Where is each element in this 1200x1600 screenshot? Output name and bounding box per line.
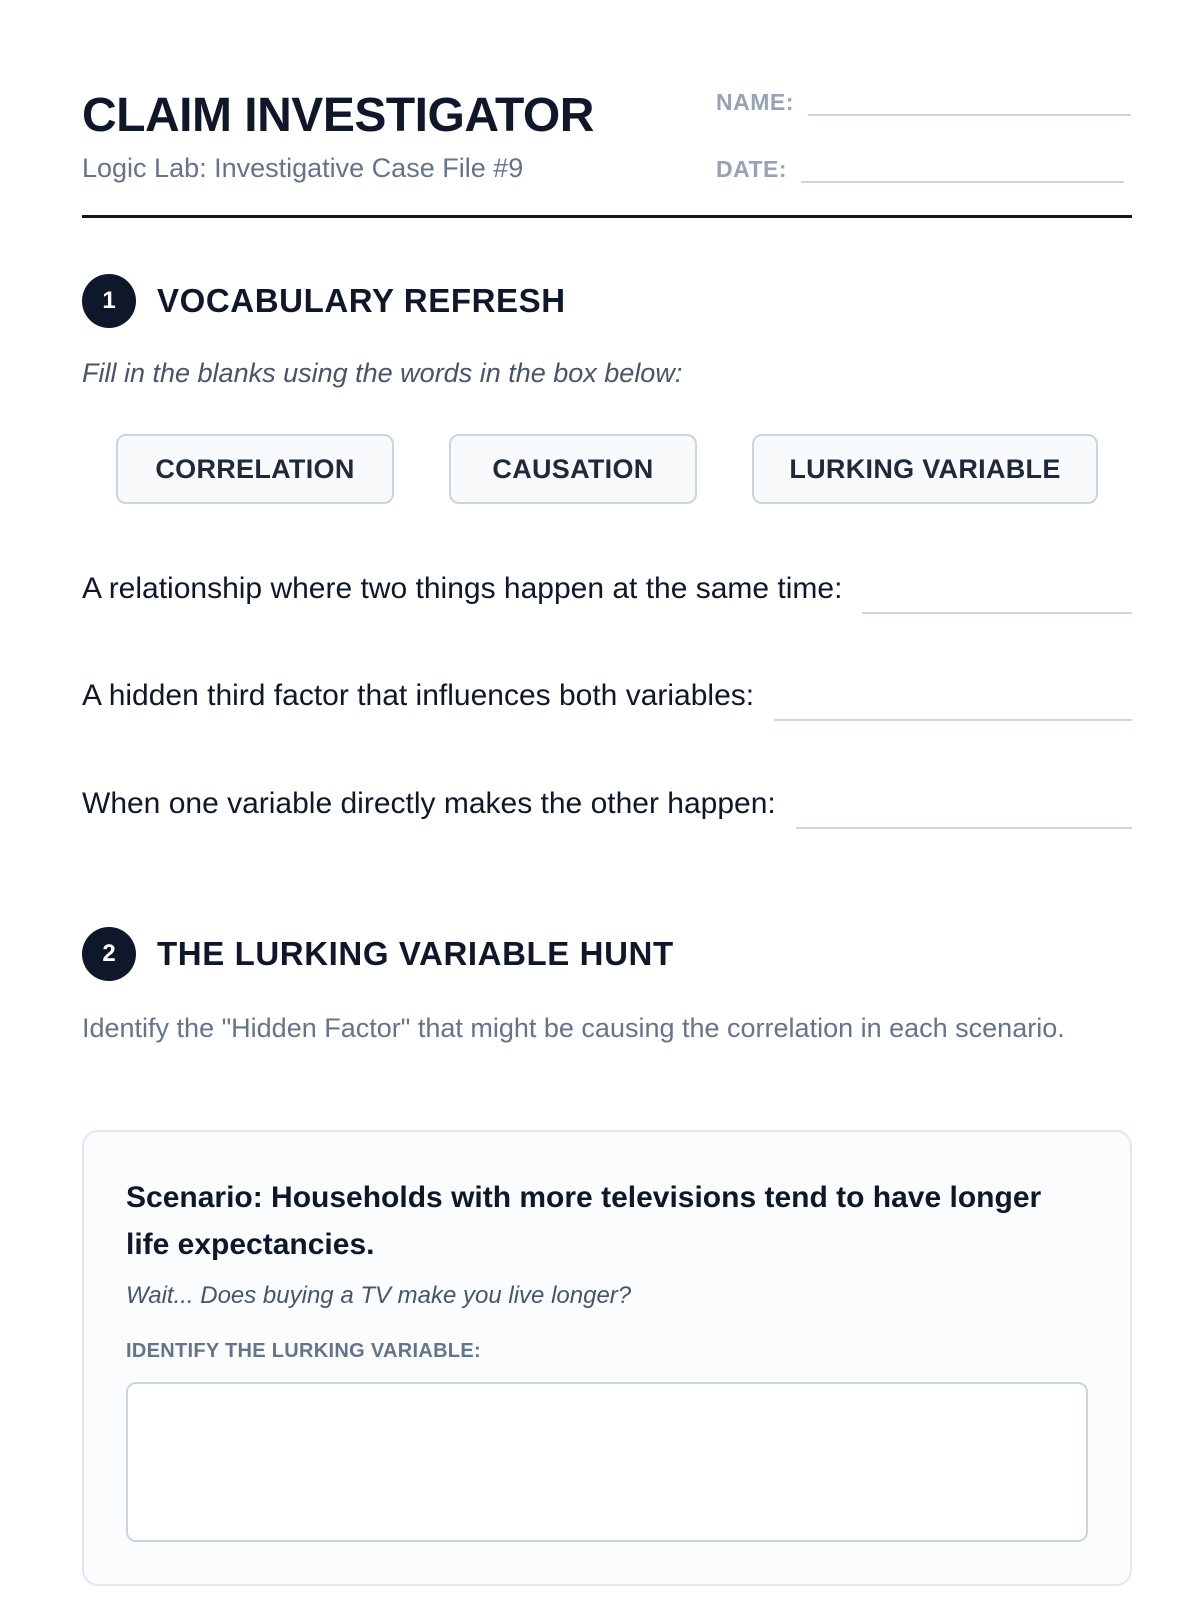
page-subtitle: Logic Lab: Investigative Case File #9 bbox=[82, 153, 524, 183]
page-title: CLAIM INVESTIGATOR bbox=[82, 89, 594, 142]
worksheet-header bbox=[82, 0, 1132, 220]
word-chip-lurking-variable: LURKING VARIABLE bbox=[752, 434, 1098, 504]
scenario-statement: Scenario: Households with more televisions tend to have longer life expectancies. bbox=[126, 1181, 1042, 1261]
scenario-hint: Wait... Does buying a TV make you live longer? bbox=[126, 1282, 632, 1309]
section-title: VOCABULARY REFRESH bbox=[157, 282, 566, 319]
answer-label: IDENTIFY THE LURKING VARIABLE: bbox=[126, 1340, 481, 1362]
vocabulary-instructions: Fill in the blanks using the words in the box below: bbox=[82, 358, 683, 388]
name-field-row bbox=[716, 86, 1131, 116]
section-number-badge: 2 bbox=[82, 927, 136, 981]
question-prompt: When one variable directly makes the other happen: bbox=[82, 787, 776, 820]
question-prompt: A hidden third factor that influences both variables: bbox=[82, 679, 755, 712]
vocab-question-3 bbox=[82, 787, 1132, 821]
word-chip-causation: CAUSATION bbox=[449, 434, 697, 504]
date-label: DATE: bbox=[716, 156, 788, 182]
section-1-heading bbox=[82, 274, 566, 328]
answer-blank[interactable] bbox=[796, 793, 1132, 829]
vocab-question-1 bbox=[82, 572, 1132, 606]
date-blank[interactable] bbox=[801, 153, 1124, 183]
worksheet-page bbox=[82, 0, 1132, 1600]
date-field-row bbox=[716, 153, 1124, 183]
scenario-card bbox=[82, 1130, 1132, 1586]
word-chip-correlation: CORRELATION bbox=[116, 434, 394, 504]
section-title: THE LURKING VARIABLE HUNT bbox=[157, 935, 674, 972]
answer-blank[interactable] bbox=[862, 578, 1132, 614]
lurking-variable-answer-input[interactable] bbox=[126, 1382, 1088, 1542]
name-blank[interactable] bbox=[808, 86, 1131, 116]
section-2-heading bbox=[82, 927, 674, 981]
question-prompt: A relationship where two things happen at the same time: bbox=[82, 572, 843, 605]
name-label: NAME: bbox=[716, 89, 794, 115]
vocab-question-2 bbox=[82, 679, 1132, 713]
word-bank bbox=[82, 434, 1132, 510]
header-divider bbox=[82, 215, 1132, 218]
answer-blank[interactable] bbox=[774, 685, 1132, 721]
lurking-variable-instructions: Identify the "Hidden Factor" that might be causing the correlation in each scenario. bbox=[82, 1013, 1065, 1043]
section-number-badge: 1 bbox=[82, 274, 136, 328]
